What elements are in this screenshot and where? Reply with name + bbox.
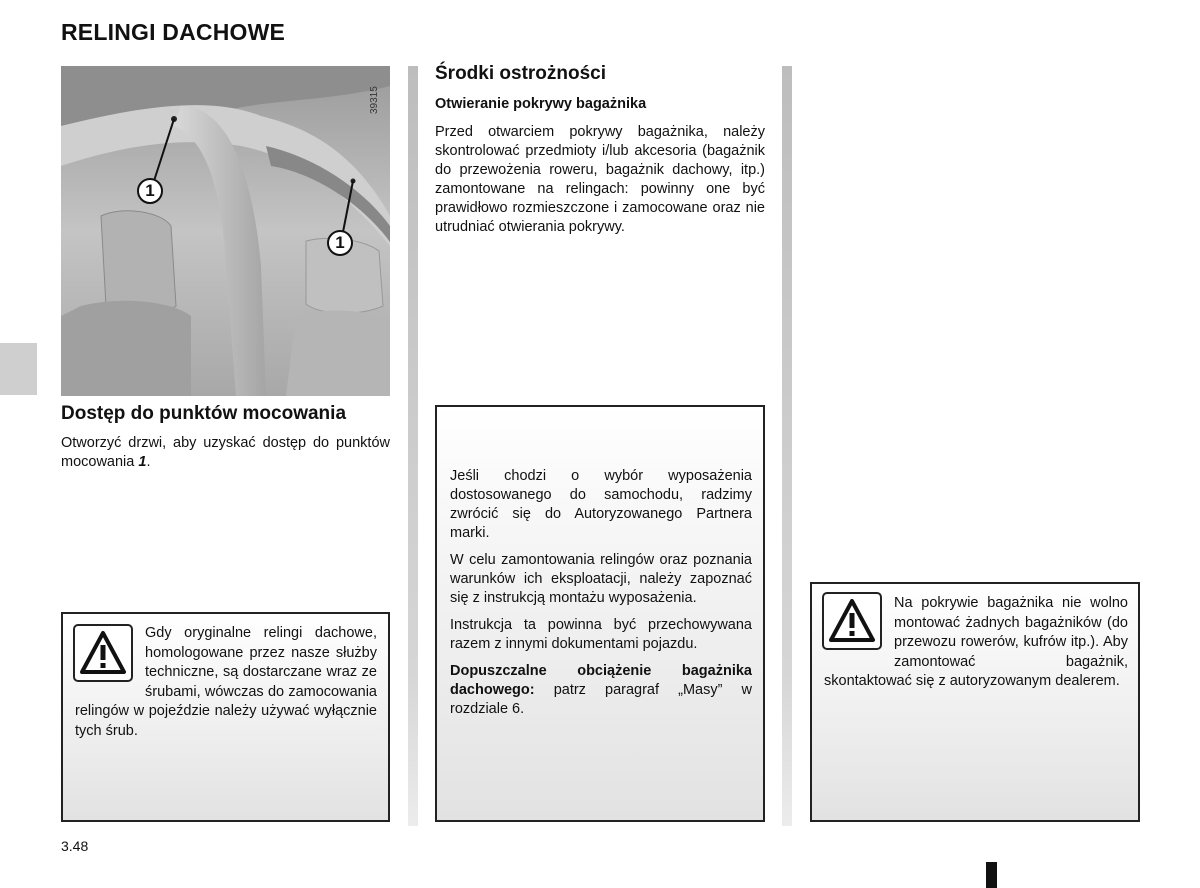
callout-1-lower: 1 [327,230,353,256]
warning-text-screws: Gdy oryginalne relingi dachowe, homologowane przez nasze służby techniczne, są dostarczane wraz ze śrubami, wówczas do zamocowania relingów w pojeździe należy używać wyłącznie tych śrub. [75,625,377,739]
note-paragraph-3: Instrukcja ta powinna być przechowywana razem z innymi dokumentami pojazdu. [450,617,752,652]
callout-1-upper: 1 [137,178,163,204]
column-divider-left [408,66,418,826]
section-heading-precautions: Środki ostrożności [435,63,607,84]
column-divider-right [782,66,792,826]
note-paragraph-4: Dopuszczalne obciążenie bagażnika dachowego: patrz paragraf „Masy” w rozdziale 6. [450,663,752,717]
warning-box-screws [61,612,390,822]
page-title: RELINGI DACHOWE [61,19,286,45]
page-edge-marker [986,862,997,888]
subheading-trunk: Otwieranie pokrywy bagażnika [435,96,647,112]
chapter-tab [0,343,37,395]
warning-text-trunk-lid: Na pokrywie bagażnika nie wolno montować żadnych bagażników (do przewozu rowerów, kufrów itp.). Aby zamontować bagażnik, skontaktować się z autoryzowanym dealerem. [824,595,1128,689]
page-number: 3.48 [61,838,89,854]
car-interior-illustration [61,66,390,396]
note-paragraph-2: W celu zamontowania relingów oraz poznania warunków ich eksploatacji, należy zapoznać się z instrukcją montażu wyposażenia. [450,552,752,606]
warning-box-trunk-lid [810,582,1140,822]
note-box-accessories [435,405,765,822]
section-heading-access: Dostęp do punktów mocowania [61,403,347,424]
reference-number: 1 [138,454,147,470]
access-paragraph: Otworzyć drzwi, aby uzyskać dostęp do punktów mocowania 1. [61,435,390,470]
trunk-paragraph: Przed otwarciem pokrywy bagażnika, należy skontrolować przedmioty i/lub akcesoria (bagażnik do przewożenia roweru, bagażnik dachowy, itp.) zamontowane na relingach: powinny one być prawidłowo rozmieszczone i zamocowane oraz nie utrudniać otwierania pokrywy. [435,124,765,235]
figure-code: 39315 [369,86,380,114]
note-paragraph-1: Jeśli chodzi o wybór wyposażenia dostosowanego do samochodu, radzimy zwrócić się do Autoryzowanego Partnera marki. [450,468,752,541]
